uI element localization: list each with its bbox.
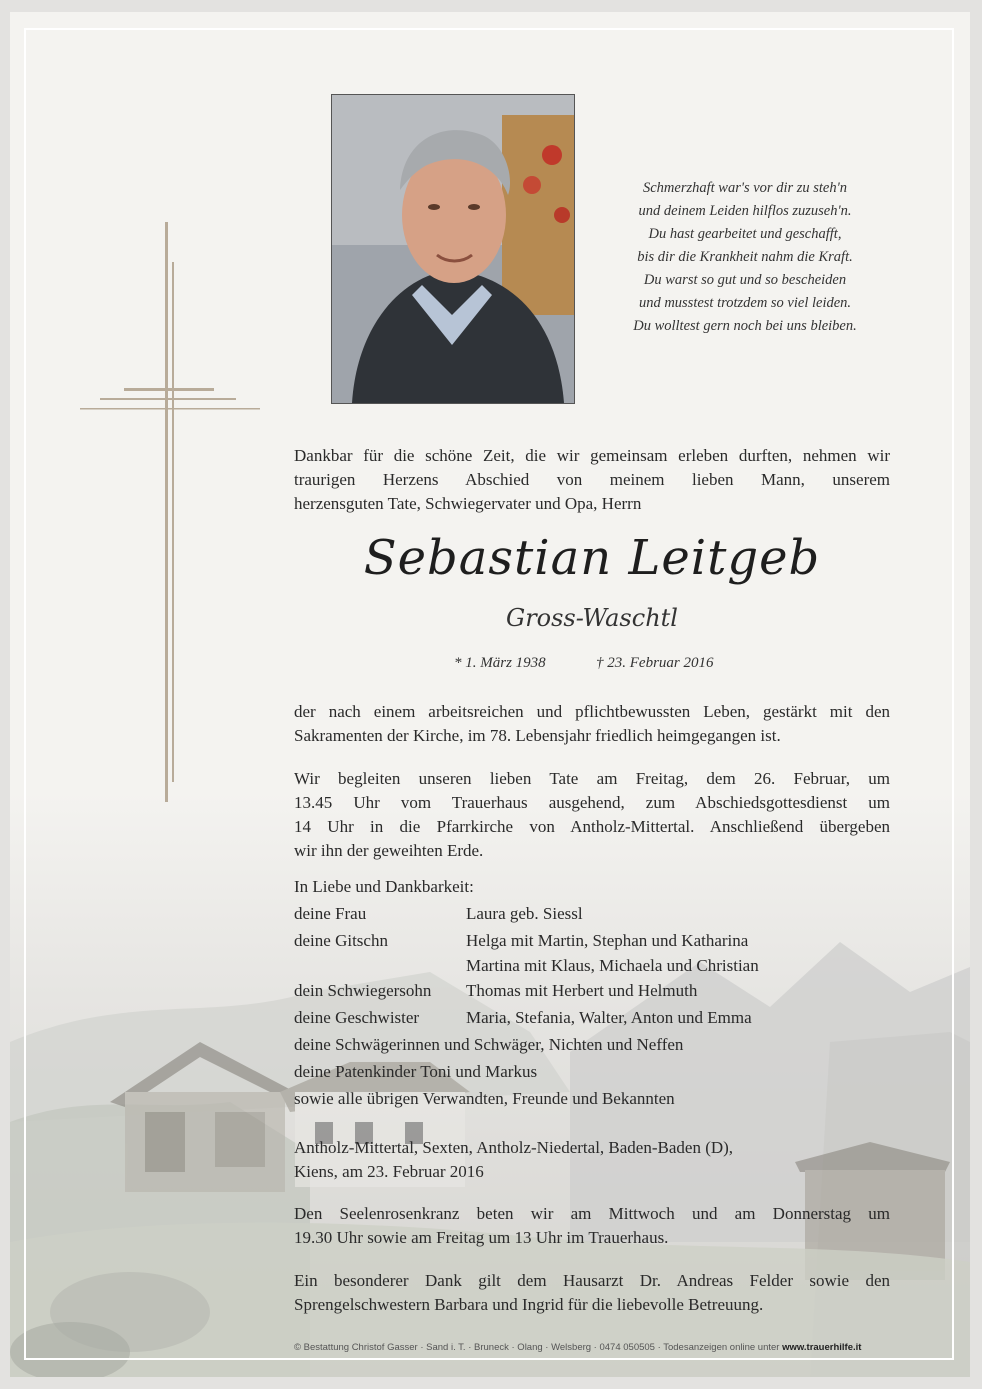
footer-text: © Bestattung Christof Gasser · Sand i. T. · Bruneck · Olang · Welsberg · 0474 050505 · Todesanzeigen online unter (294, 1342, 780, 1353)
family-names: Helga mit Martin, Stephan und Katharina (466, 931, 749, 950)
passing-text (294, 700, 890, 748)
cross-icon (76, 222, 266, 802)
family-relation: deine Geschwister (294, 1008, 420, 1027)
family-row (294, 900, 890, 927)
birth-date: * 1. März 1938 (454, 655, 546, 671)
death-date: † 23. Februar 2016 (596, 655, 714, 671)
poem-line: und musstest trotzdem so viel leiden. (638, 295, 852, 311)
family-row (294, 977, 890, 1004)
family-line: sowie alle übrigen Verwandten, Freunde und Bekannten (294, 1089, 675, 1108)
obituary-page (10, 12, 970, 1377)
thanks-line: Ein besonderer Dank gilt dem Hausarzt Dr. Andreas Felder sowie den (294, 1271, 890, 1290)
family-relation: deine Gitschn (294, 931, 388, 950)
footer-link[interactable]: www.trauerhilfe.it (782, 1342, 862, 1353)
family-names: Laura geb. Siessl (466, 904, 583, 923)
family-relation: dein Schwiegersohn (294, 981, 432, 1000)
family-names: Thomas mit Herbert und Helmuth (466, 981, 698, 1000)
passing-line: der nach einem arbeitsreichen und pflichtbewussten Leben, gestärkt mit den (294, 702, 890, 721)
funeral-line: 14 Uhr in die Pfarrkirche von Antholz-Mittertal. Anschließend übergeben (294, 817, 890, 836)
poem-line: und deinem Leiden hilflos zuzuseh'n. (638, 203, 852, 219)
place-line: Kiens, am 23. Februar 2016 (294, 1162, 484, 1181)
passing-line: Sakramenten der Kirche, im 78. Lebensjahr friedlich heimgegangen ist. (294, 726, 781, 745)
rosary-line: Den Seelenrosenkranz beten wir am Mittwoch und am Donnerstag um (294, 1204, 890, 1223)
rosary-line: 19.30 Uhr sowie am Freitag um 13 Uhr im Trauerhaus. (294, 1228, 669, 1247)
deceased-name: Sebastian Leitgeb (363, 530, 821, 586)
poem-line: bis dir die Krankheit nahm die Kraft. (637, 249, 853, 265)
poem-line: Du wolltest gern noch bei uns bleiben. (633, 318, 857, 334)
intro-line: Dankbar für die schöne Zeit, die wir gemeinsam erleben durften, nehmen wir (294, 446, 890, 465)
family-row (294, 927, 890, 977)
family-row (294, 1004, 890, 1031)
thanks-text (294, 1269, 890, 1317)
deceased-nickname: Gross-Waschtl (506, 604, 678, 632)
family-names: Maria, Stefania, Walter, Anton und Emma (466, 1008, 752, 1027)
family-heading: In Liebe und Dankbarkeit: (294, 877, 474, 896)
family-relation: deine Frau (294, 904, 367, 923)
funeral-text (294, 767, 890, 863)
funeral-line: 13.45 Uhr vom Trauerhaus ausgehend, zum Abschiedsgottesdienst um (294, 793, 890, 812)
family-line: deine Patenkinder Toni und Markus (294, 1062, 538, 1081)
thanks-line: Sprengelschwestern Barbara und Ingrid für die liebevolle Betreuung. (294, 1295, 764, 1314)
family-list (294, 873, 890, 1112)
intro-text (294, 444, 890, 516)
family-names: Martina mit Klaus, Michaela und Christian (466, 956, 759, 975)
poem (595, 177, 895, 338)
poem-line: Du warst so gut und so bescheiden (643, 272, 847, 288)
portrait-photo (331, 94, 575, 404)
rosary-text (294, 1202, 890, 1250)
place-line: Antholz-Mittertal, Sexten, Antholz-Niedertal, Baden-Baden (D), (294, 1138, 734, 1157)
funeral-line: Wir begleiten unseren lieben Tate am Freitag, dem 26. Februar, um (294, 769, 890, 788)
place-date (294, 1136, 890, 1184)
intro-line: herzensguten Tate, Schwiegervater und Opa, Herrn (294, 494, 642, 513)
poem-line: Schmerzhaft war's vor dir zu steh'n (643, 180, 847, 196)
family-line: deine Schwägerinnen und Schwäger, Nichten und Neffen (294, 1035, 684, 1054)
poem-line: Du hast gearbeitet und geschafft, (648, 226, 842, 242)
footer (294, 1342, 954, 1353)
funeral-line: wir ihn der geweihten Erde. (294, 841, 484, 860)
intro-line: traurigen Herzens Abschied von meinem lieben Mann, unserem (294, 470, 890, 489)
